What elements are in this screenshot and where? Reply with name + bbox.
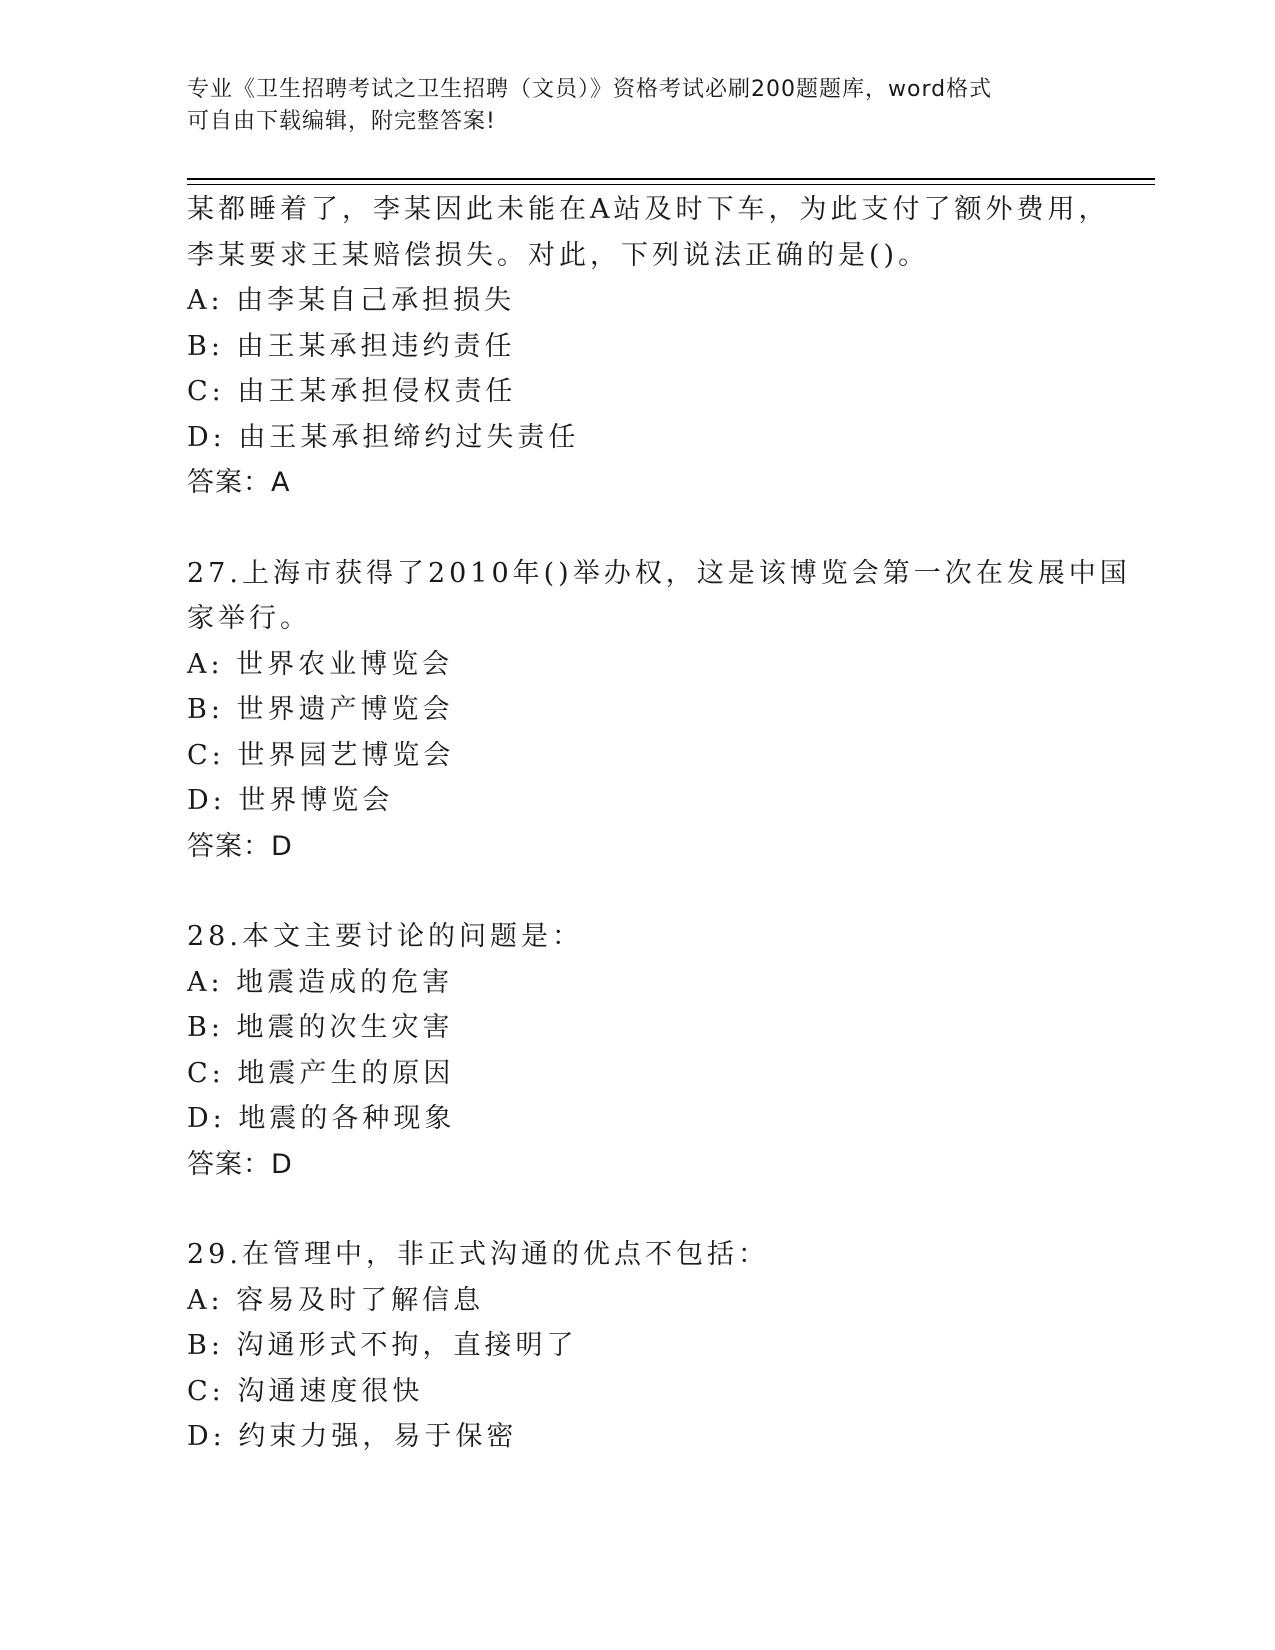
question-text-line: 李某要求王某赔偿损失。对此，下列说法正确的是()。 — [187, 239, 930, 271]
header-divider-thick — [187, 178, 1155, 180]
spacer — [187, 1187, 1107, 1232]
header-line-2: 可自由下载编辑，附完整答案! — [187, 109, 496, 134]
option-d: D: 约束力强，易于保密 — [187, 1421, 518, 1452]
answer-line: 答案：A — [187, 467, 291, 498]
option-d: D: 由王某承担缔约过失责任 — [187, 421, 580, 453]
question-text-line: 27.上海市获得了2010年()举办权，这是该博览会第一次在发展中国 — [187, 557, 1131, 589]
option-d: D: 世界博览会 — [187, 785, 394, 816]
option-a: A: 由李某自己承担损失 — [187, 285, 516, 316]
header-line-1: 专业《卫生招聘考试之卫生招聘（文员）》资格考试必刷200题题库，word格式 — [187, 77, 993, 102]
option-b: B: 地震的次生灾害 — [187, 1012, 454, 1043]
answer-line: 答案：D — [187, 830, 293, 862]
question-continued — [187, 187, 1110, 506]
question-text-line: 家举行。 — [187, 603, 311, 634]
header-divider-thin — [187, 184, 1155, 185]
question-text-line: 某都睡着了，李某因此未能在A站及时下车，为此支付了额外费用， — [187, 194, 1110, 225]
spacer — [187, 506, 1107, 551]
option-b: B: 由王某承担违约责任 — [187, 330, 516, 362]
document-header — [187, 74, 1087, 138]
option-c: C: 由王某承担侵权责任 — [187, 376, 517, 407]
answer-line: 答案：D — [187, 1148, 293, 1180]
question-text-line: 28.本文主要讨论的问题是： — [187, 921, 583, 952]
question-list — [187, 187, 1131, 1460]
option-a: A: 容易及时了解信息 — [187, 1284, 485, 1316]
option-c: C: 地震产生的原因 — [187, 1057, 455, 1089]
option-a: A: 地震造成的危害 — [187, 966, 454, 998]
option-b: B: 世界遗产博览会 — [187, 694, 454, 725]
question-text-line: 29.在管理中，非正式沟通的优点不包括： — [187, 1239, 769, 1270]
option-c: C: 世界园艺博览会 — [187, 739, 455, 771]
spacer — [187, 869, 1107, 914]
option-a: A: 世界农业博览会 — [187, 648, 454, 680]
option-d: D: 地震的各种现象 — [187, 1103, 456, 1134]
option-c: C: 沟通速度很快 — [187, 1375, 424, 1407]
question-27 — [187, 551, 1131, 870]
question-28 — [187, 914, 1107, 1187]
option-b: B: 沟通形式不拘，直接明了 — [187, 1330, 578, 1361]
question-29 — [187, 1232, 1107, 1460]
